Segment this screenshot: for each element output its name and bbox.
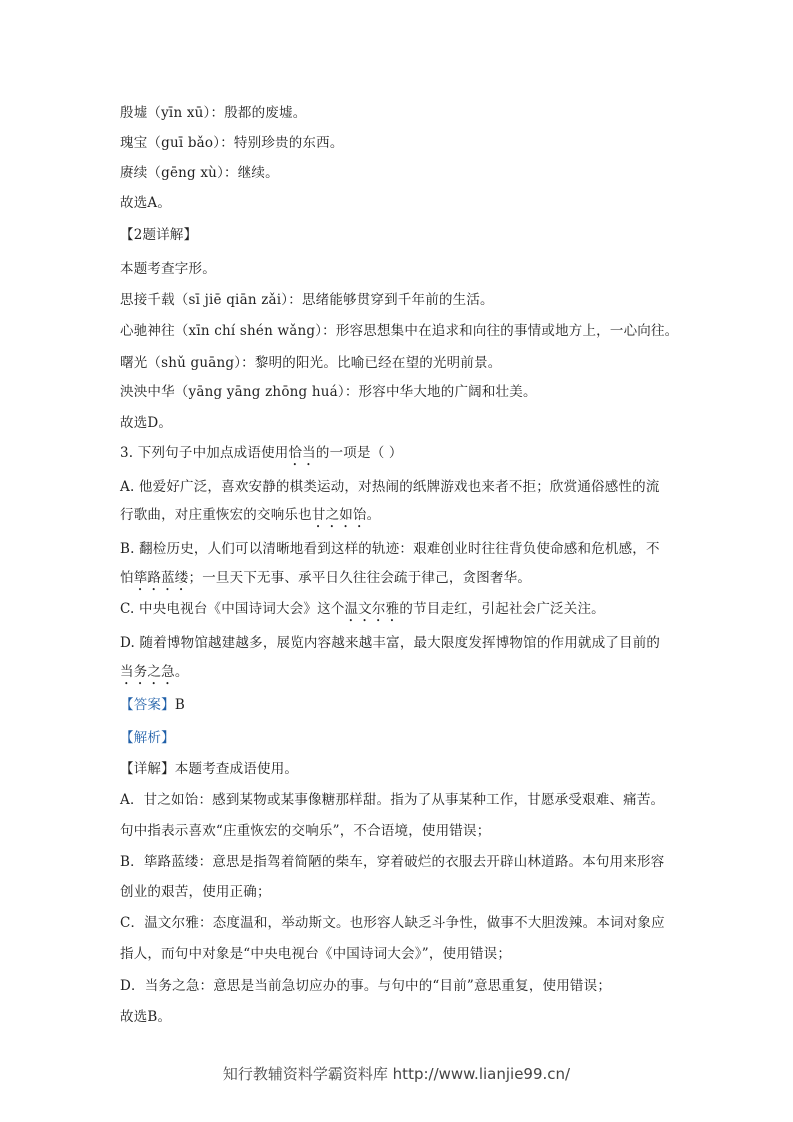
detail-line: D．当务之急：意思是当前急切应办的事。与句中的“目前”意思重复，使用错误； — [120, 978, 612, 994]
dotted-idiom: 甘之如饴 — [311, 507, 367, 523]
question-stem — [120, 444, 403, 469]
answer-value: B — [174, 697, 185, 713]
answer-label: 【答案】 — [120, 697, 175, 713]
text-line: 心驰神往（xīn chí shén wǎng）：形容思想集中在追求和向往的事情或地方上，一心向往。 — [120, 323, 679, 339]
text-line: 思接千载（sī jiē qiān zǎi）：思绪能够贯穿到千年前的生活。 — [120, 292, 494, 308]
text-line: 殷墟（yīn xū）：殷都的废墟。 — [120, 105, 307, 121]
detail-line: 【详解】本题考查成语使用。 — [120, 761, 299, 777]
option-b-line-2 — [120, 569, 531, 594]
dotted-idiom: 温文尔雅 — [344, 601, 400, 617]
option-text: 行歌曲，对庄重恢宏的交响乐也 — [120, 507, 312, 523]
detail-line: 创业的艰苦，使用正确； — [120, 884, 271, 900]
analysis-label: 【解析】 — [120, 730, 175, 746]
text-line: 泱泱中华（yāng yāng zhōng huá）：形容中华大地的广阔和壮美。 — [120, 384, 537, 400]
option-text: 。 — [174, 664, 189, 680]
detail-line: A．甘之如饴：感到某物或某事像糖那样甜。指为了从事某种工作，甘愿承受艰难、痛苦。 — [120, 792, 665, 808]
option-text: 怕 — [120, 570, 134, 586]
option-d-line-2 — [120, 663, 189, 688]
option-b-line-1: B. 翻检历史，人们可以清晰地看到这样的轨迹：艰难创业时往往背负使命感和危机感，不 — [120, 541, 660, 557]
dotted-idiom: 当务之急 — [120, 664, 175, 680]
option-text: ；一旦天下无事、承平日久往往会疏于律己，贪图奢华。 — [188, 570, 532, 586]
option-d-line-1: D. 随着博物馆越建越多，展览内容越来越丰富，最大限度发挥博物馆的作用就成了目前的 — [120, 635, 661, 651]
option-text: 。 — [366, 507, 381, 523]
text-line: 曙光（shǔ guāng）：黎明的阳光。比喻已经在望的光明前景。 — [120, 355, 502, 371]
footer-source: 知行教辅资料学霸资料库 http://www.lianjie99.cn/ — [222, 1065, 571, 1083]
option-a-line-2 — [120, 506, 380, 531]
option-text: C. 中央电视台《中国诗词大会》这个 — [120, 601, 345, 617]
stem-text: 的一项是（ ） — [315, 445, 403, 461]
detail-line: 指人，而句中对象是“中央电视台《中国诗词大会》”，使用错误； — [120, 946, 512, 962]
option-a-line-1: A. 他爱好广泛，喜欢安静的棋类运动，对热闹的纸牌游戏也来者不拒；欣赏通俗感性的流 — [120, 479, 660, 495]
text-line: 瑰宝（guī bǎo）：特别珍贵的东西。 — [120, 135, 344, 151]
detail-line: C．温文尔雅：态度温和，举动斯文。也形容人缺乏斗争性，做事不大胆泼辣。本词对象应 — [120, 915, 665, 931]
option-c-line — [120, 600, 605, 625]
detail-line: 故选B。 — [120, 1009, 172, 1025]
detail-line: B．筚路蓝缕：意思是指驾着简陋的柴车，穿着破烂的衣服去开辟山林道路。本句用来形容 — [120, 854, 665, 870]
text-line: 故选A。 — [120, 195, 172, 211]
dotted-idiom: 筚路蓝缕 — [133, 570, 189, 586]
dotted-word: 恰当 — [288, 445, 316, 461]
option-text: 的节目走红，引起社会广泛关注。 — [399, 601, 605, 617]
text-line: 故选D。 — [120, 415, 173, 431]
section-heading: 【2题详解】 — [120, 227, 198, 243]
text-line: 本题考查字形。 — [120, 261, 216, 277]
text-line: 赓续（gēng xù）：继续。 — [120, 165, 279, 181]
detail-line: 句中指表示喜欢“庄重恢宏的交响乐”，不合语境，使用错误； — [120, 823, 491, 839]
stem-text: 3. 下列句子中加点成语使用 — [120, 445, 289, 461]
answer-line — [120, 696, 185, 714]
